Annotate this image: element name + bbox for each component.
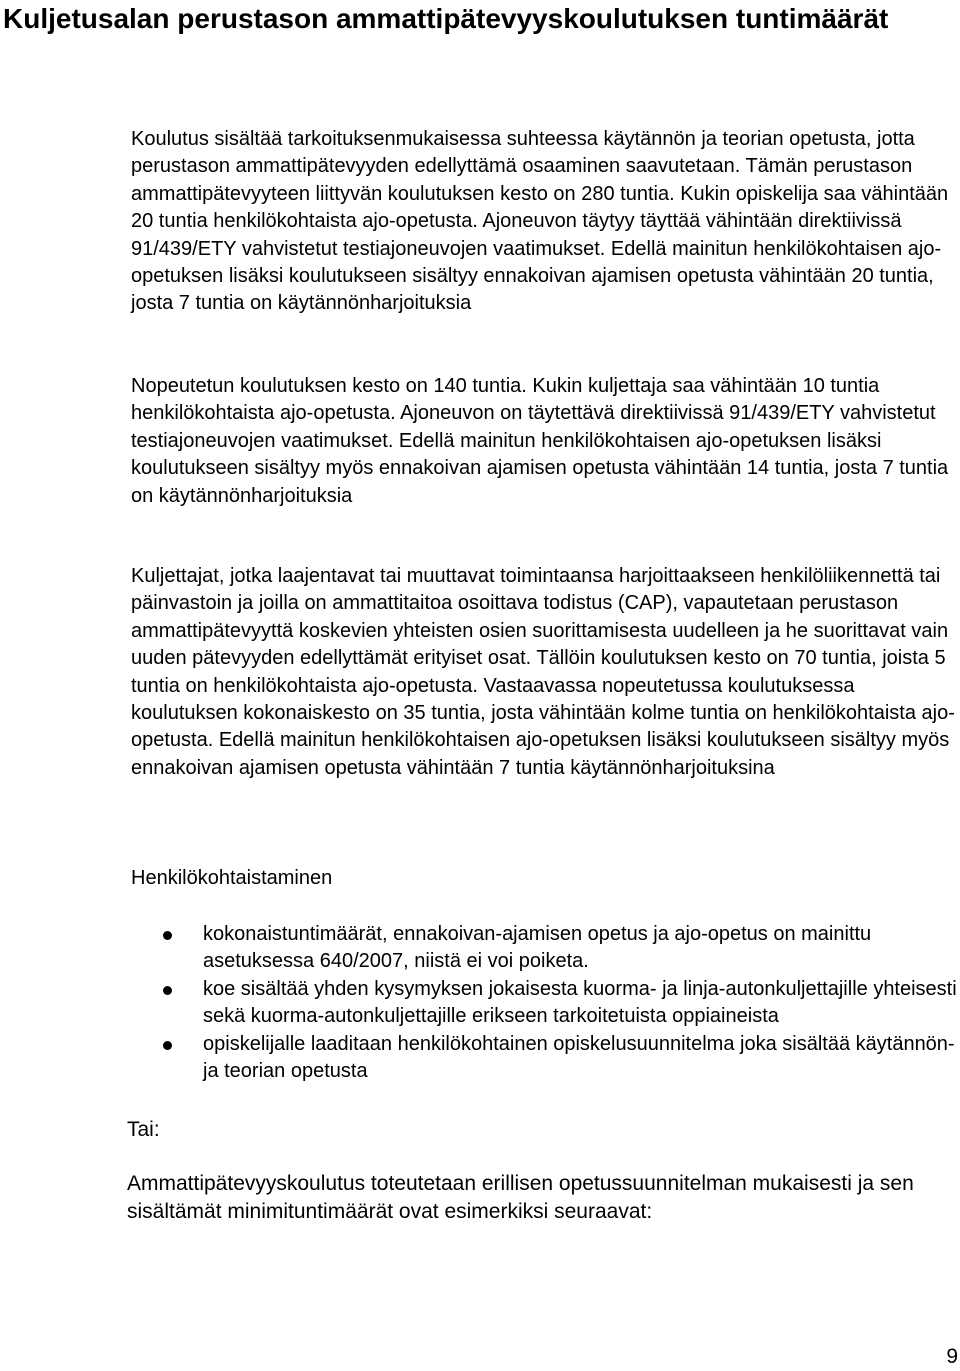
- list-item: [131, 921, 957, 976]
- list-item-text: koe sisältää yhden kysymyksen jokaisesta kuorma- ja linja-autonkuljettajille yhteisesti sekä kuorma-autonkuljettajille erikseen tarkoitetuista oppiaineista: [203, 977, 957, 1028]
- paragraph-basic-training: Koulutus sisältää tarkoituksenmukaisessa suhteessa käytännön ja teorian opetusta, jotta perustason ammattipätevyyden edellyttämä osaaminen saavutetaan. Tämän perustason ammattipätevyyteen liittyvän koulutuksen kesto on 280 tuntia. Kukin opiskelija saa vähintään 20 tuntia henkilökohtaista ajo-opetusta. Ajoneuvon täytyy täyttää vähintään direktiivissä 91/439/ETY vahvistetut testiajoneuvojen vaatimukset. Edellä mainitun henkilökohtaisen ajo-opetuksen lisäksi koulutukseen sisältyy ennakoivan ajamisen opetusta vähintään 20 tuntia, josta 7 tuntia on käytännönharjoituksia: [131, 128, 949, 315]
- list-item: [131, 1031, 957, 1086]
- list-item-text: kokonaistuntimäärät, ennakoivan-ajamisen opetus ja ajo-opetus on mainittu asetuksessa 640/2007, niistä ei voi poiketa.: [203, 923, 872, 973]
- section-heading-personalisation: Henkilökohtaistaminen: [131, 867, 333, 889]
- bullet-icon: [163, 986, 172, 995]
- bullet-list: [131, 921, 957, 1085]
- paragraph-accelerated-training: Nopeutetun koulutuksen kesto on 140 tuntia. Kukin kuljettaja saa vähintään 10 tuntia henkilökohtaista ajo-opetusta. Ajoneuvon on täytettävä direktiivissä 91/439/ETY vahvistetut testiajoneuvojen vaatimukset. Edellä mainitun henkilökohtaisen ajo-opetuksen lisäksi koulutukseen sisältyy myös ennakoivan ajamisen opetusta vähintään 14 tuntia, josta 7 tuntia on käytännönharjoituksia: [131, 375, 949, 507]
- page-title: Kuljetusalan perustason ammattipätevyyskoulutuksen tuntimäärät: [3, 3, 889, 34]
- list-item-text: opiskelijalle laaditaan henkilökohtainen opiskelusuunnitelma joka sisältää käytännön- ja teorian opetusta: [203, 1032, 955, 1083]
- bullet-icon: [163, 1041, 172, 1050]
- tai-label: Tai:: [127, 1118, 160, 1141]
- bullet-icon: [163, 931, 172, 940]
- closing-paragraph: Ammattipätevyyskoulutus toteutetaan erillisen opetussuunnitelman mukaisesti ja sen sisältämät minimituntimäärät ovat esimerkiksi seuraavat:: [127, 1172, 914, 1223]
- paragraph-driver-extension: Kuljettajat, jotka laajentavat tai muuttavat toimintaansa harjoittaakseen henkilöliikennettä tai päinvastoin ja joilla on ammattitaitoa osoittava todistus (CAP), vapautetaan perustason ammattipätevyyttä koskevien yhteisten osien suorittamisesta uudelleen ja he suorittavat vain uuden pätevyyden edellyttämät erityiset osat. Tällöin koulutuksen kesto on 70 tuntia, joista 5 tuntia on henkilökohtaista ajo-opetusta. Vastaavassa nopeutetussa koulutuksessa koulutuksen kokonaiskesto on 35 tuntia, josta vähintään kolme tuntia on henkilökohtaista ajo-opetusta. Edellä mainitun henkilökohtaisen ajo-opetuksen lisäksi koulutukseen sisältyy myös ennakoivan ajamisen opetusta vähintään 7 tuntia käytännönharjoituksina: [131, 565, 955, 779]
- list-item: [131, 976, 957, 1031]
- page-number: 9: [946, 1345, 958, 1368]
